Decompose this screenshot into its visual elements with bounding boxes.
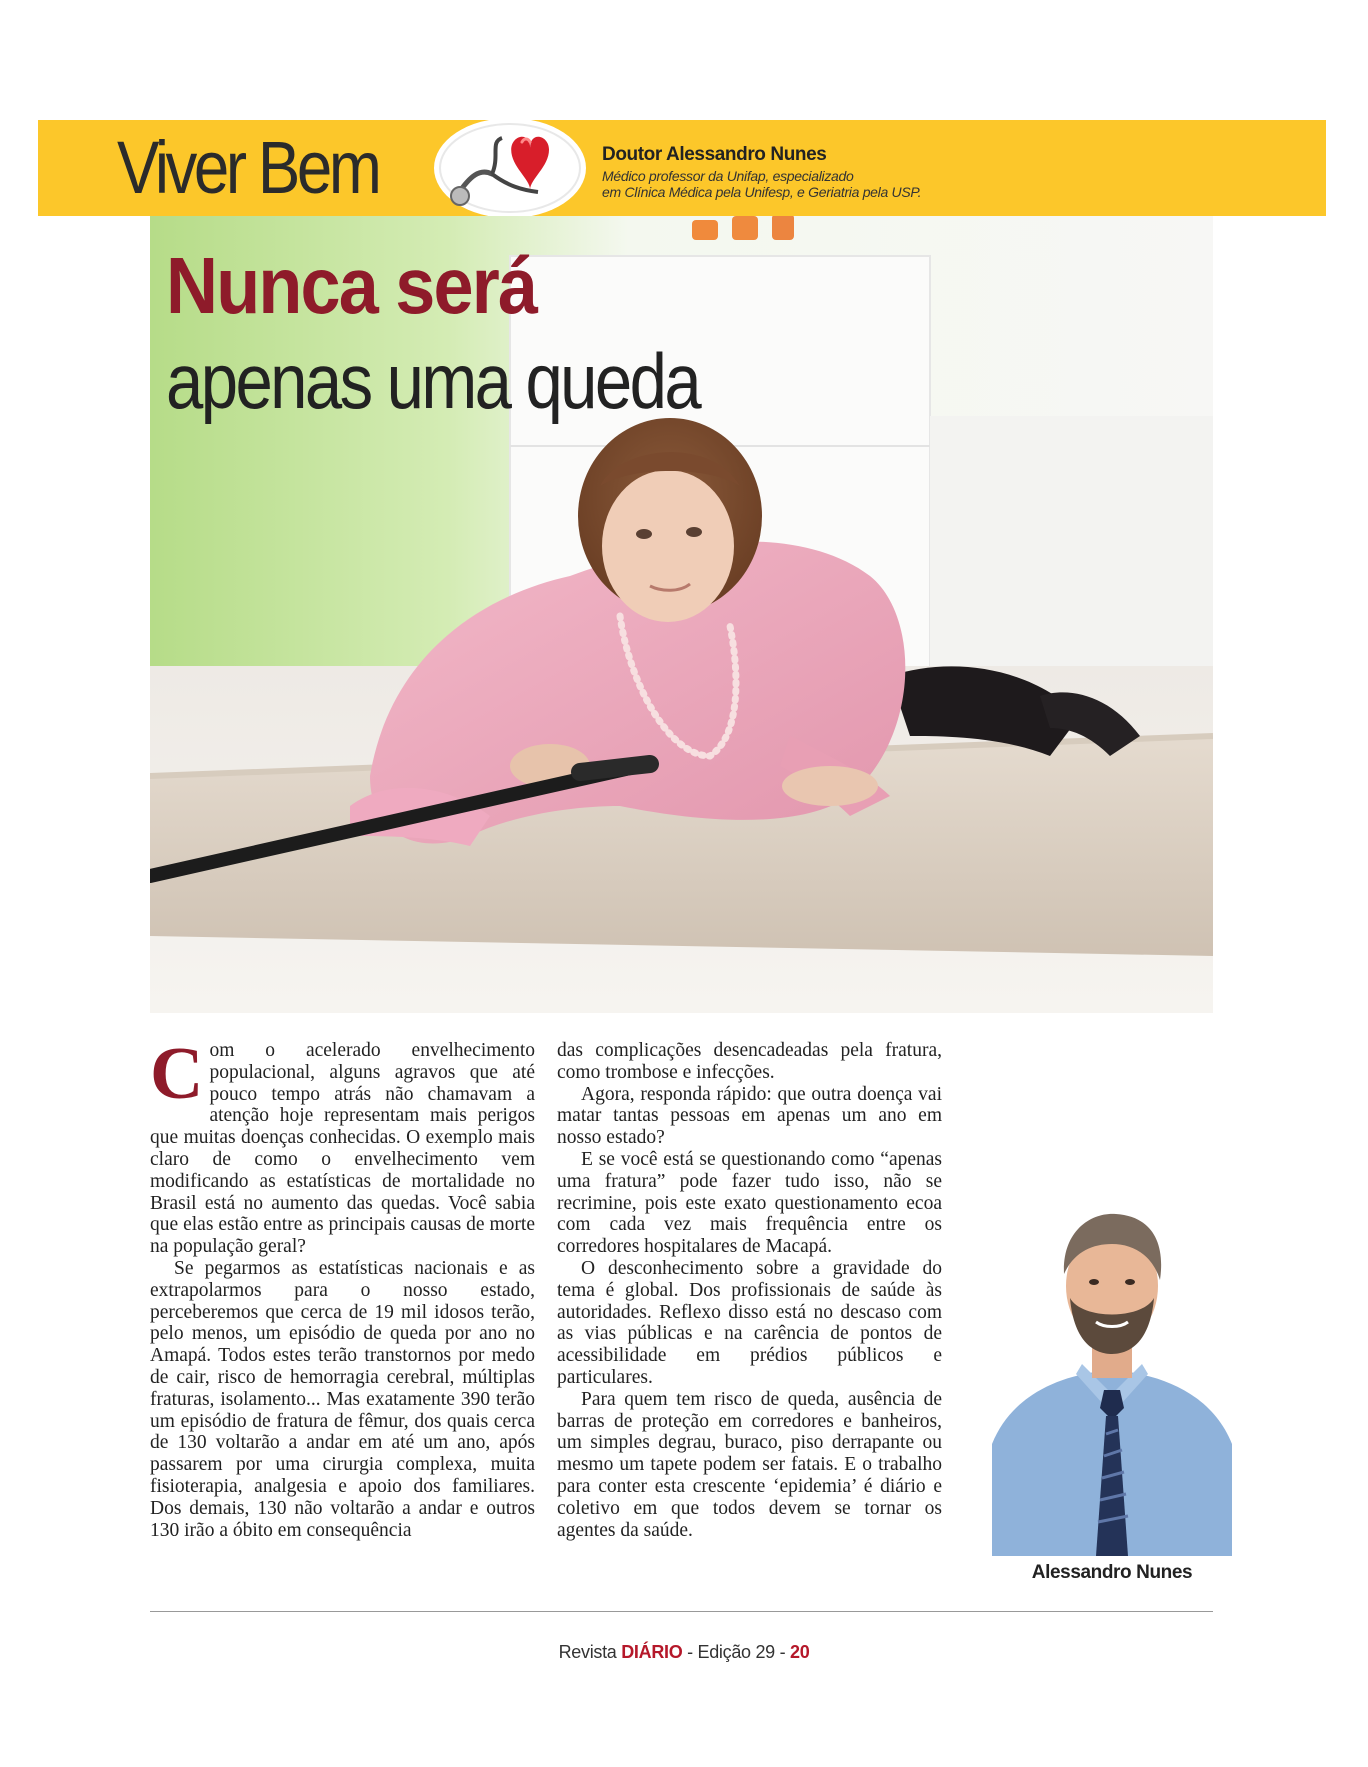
headline-line-1: Nunca será <box>166 241 537 330</box>
page-number: 20 <box>789 1642 810 1662</box>
author-description <box>602 168 1022 200</box>
article-paragraph: E se você está se questionando como “apenas uma fratura” pode fazer tudo isso, não se recrimine, pois este exato questionamento ecoa com cada vez mais frequência entre os corredores hospitalares de Macapá. <box>557 1148 942 1258</box>
footer-brand: DIÁRIO <box>621 1642 683 1662</box>
article-paragraph <box>150 1033 535 1258</box>
heart-stethoscope-icon <box>430 116 590 220</box>
article-paragraph: das complicações desencadeadas pela fratura, como trombose e infecções. <box>557 1040 942 1083</box>
article-paragraph: Para quem tem risco de queda, ausência de barras de proteção em corredores e banheiros, um simples degrau, buraco, piso derrapante ou mesmo um tapete podem ser fatais. E o trabalho para conter esta crescente ‘epidemia’ é diário e coletivo em que todos devem se tornar os agentes da saúde. <box>557 1388 942 1541</box>
page-footer <box>0 1642 1368 1663</box>
author-desc-line-1: Médico professor da Unifap, especializado <box>602 168 854 184</box>
author-portrait <box>992 1194 1232 1556</box>
section-title: Viver Bem <box>117 126 379 209</box>
footer-divider <box>150 1611 1213 1612</box>
headline-line-2: apenas uma queda <box>166 337 700 425</box>
footer-edition: - Edição 29 - <box>682 1642 790 1662</box>
article-paragraph: O desconhecimento sobre a gravidade do tema é global. Dos profissionais de saúde às autoridades. Reflexo disso está no descaso com as vias públicas e na carência de pontos de acessibilidade em prédios públicos e particulares. <box>557 1257 942 1388</box>
footer-prefix: Revista <box>558 1642 617 1662</box>
article-paragraph: Agora, responda rápido: que outra doença vai matar tantas pessoas em apenas um ano em nosso estado? <box>557 1083 942 1149</box>
portrait-caption: Alessandro Nunes <box>1031 1562 1193 1583</box>
paragraph-text: om o acelerado envelhecimento populacional, alguns agravos que até pouco tempo atrás não chamavam a atenção hoje representam mais perigos que muitas doenças conhecidas. O exemplo mais claro de como o envelhecimento vem modificando as estatísticas de mortalidade no Brasil está no aumento das quedas. Você sabia que elas estão entre as principais causas de morte na população geral? <box>150 1040 535 1258</box>
article-column-1 <box>150 1033 535 1541</box>
article-paragraph: Se pegarmos as estatísticas nacionais e as extrapolarmos para o nosso estado, perceberemos que cerca de 19 mil idosos terão, pelo menos, um episódio de queda por ano no Amapá. Todos estes terão transtornos por medo de cair, risco de hemorragia cerebral, múltiplas fraturas, isolamento... Mas exatamente 390 terão um episódio de fratura de fêmur, dos quais cerca de 130 voltarão a andar em até um ano, após passarem por uma cirurgia complexa, muita fisioterapia, analgesia e apoio dos familiares. Dos demais, 130 não voltarão a andar e outros 130 irão a óbito em consequência <box>150 1257 535 1541</box>
article-column-2 <box>557 1040 942 1541</box>
author-desc-line-2: em Clínica Médica pela Unifesp, e Geriatria pela USP. <box>602 184 922 200</box>
drop-cap: C <box>150 1033 204 1115</box>
author-name: Doutor Alessandro Nunes <box>602 144 827 165</box>
